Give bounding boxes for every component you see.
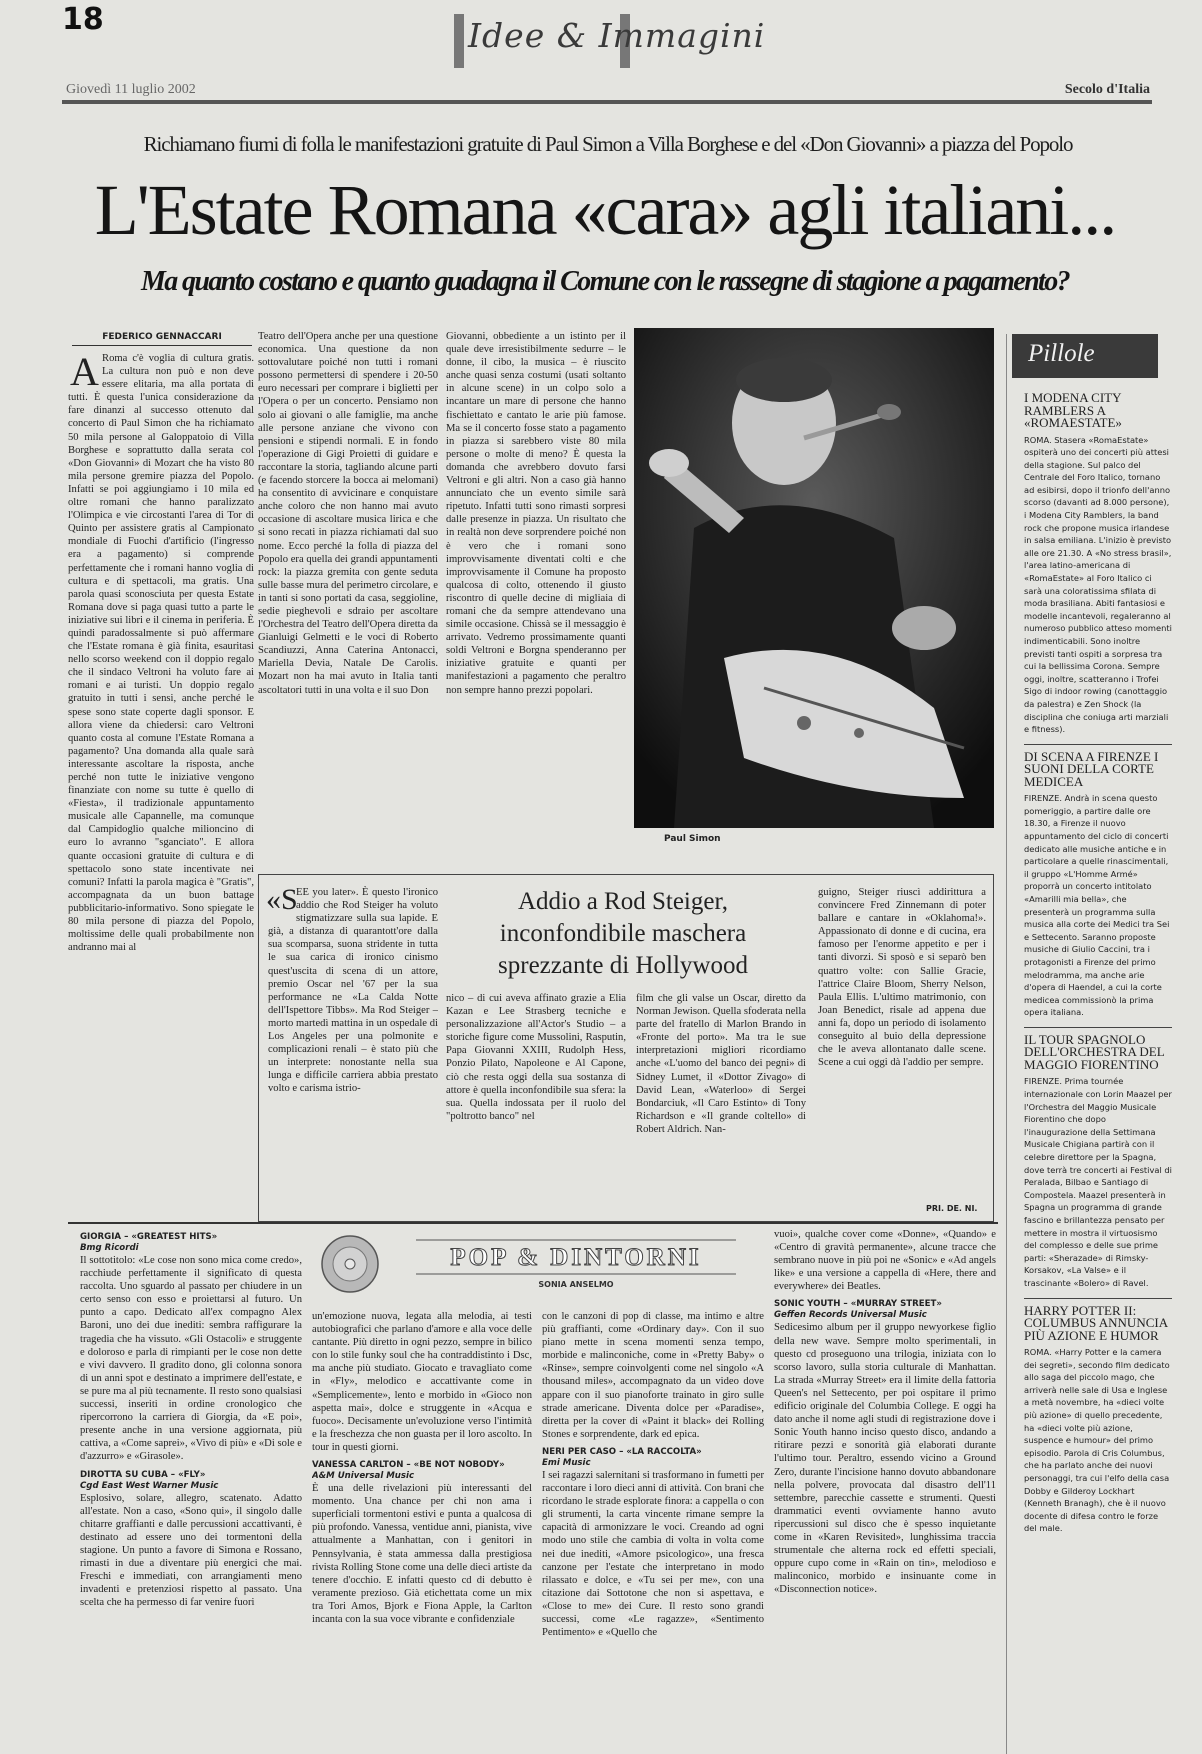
obituary-signature: PRI. DE. NI. xyxy=(926,1204,978,1213)
article-text-3: Giovanni, obbediente a un istinto per il quale deve irresistibilmente sedurre – le donne, il cibo, la musica – è riuscito anche quasi senza costumi (usati soltanto in alcune scene) in un colpo solo a incantare un mare di persone che hanno fischiettato e cantato le arie più famose. Ma se il concerto fosse stato a pagamento in piazza si sarebbero viste 80 mila persone o molte di meno? È questa la domanda che avrebbero dovuto farsi Veltroni e gli altri. Non a caso già hanno annunciato che un evento simile sarà ripetuto. Infatti tutti sono rimasti sorpresi dalle presenze in piazza. Un risultato che in realtà non deve sorprendere poiché non è vero che i romani sono improvvisamente diventati colti e che improvvisamente il Comune ha proposto qualcosa di colto, ottenendo il giusto riscontro di quelle decine di migliaia di romani che da sempre attendevano una simile occasione. Chissà se il messaggio è arrivato. Vedremo prossimamente quanti soldi Veltroni e Borgna spenderanno per iniziative gratuite e quanti per manifestazioni a pagamento che peraltro non sempre hanno prezzi popolari. xyxy=(446,331,626,696)
pillole-column xyxy=(1024,386,1172,1754)
pillole-item-text: ROMA. «Harry Potter e la camera dei segreti», secondo film dedicato allo saga del piccolo mago, che arriverà nelle sale di Usa e Inglese a metà novembre, ha «dieci volte più azione» di quello precedente, ha «dieci volte più azione, suspence e humour» del primo episodio. Parola di Cris Columbus, che ha parlato anche dei nuovi personaggi, tra cui l'elfo della casa Dobby e Gilderoy Lockhart (Kenneth Branagh), che è il nuovo docente di difesa contro le forze del male. xyxy=(1024,1347,1170,1534)
review-text: Sedicesimo album per il gruppo newyorkese figlio della new wave. Sempre molto sperimentali, in questo cd proseguono una trilogia, iniziata con lo scorso lavoro, sulla storia culturale di Manhattan. La strada «Murray Street» era il limite della fattoria Queen's nel Settecento, per poi ospitare il primo edificio originale del Columbia College. E oggi ha dato anche il nome agli studi di registrazione dove i Sonic Youth hanno inciso questo disco, andando a ritirare pezzi e sonorità già elaborati durante l'ultimo tour. Peraltro, essendo vicino a Ground Zero, durante l'incisione hanno dovuto abbandonare nella polvere, provocata dal disastro dell'11 settembre, parecchie cassette e strumenti. Questi drammatici eventi ovviamente hanno avuto ripercussioni sul disco che è spesso inquietante come in «Karen Revisited», lunghissima traccia strumentale che alterna rock ed effetti speciali, oppure cupo come in «Rain on tin», melodioso e malinconico, morbido e insinuante come in «Disconnection notice». xyxy=(774,1322,996,1596)
pillole-item-headline: DI SCENA A FIRENZE I SUONI DELLA CORTE MEDICEA xyxy=(1024,748,1159,789)
pop-column-2 xyxy=(312,1310,532,1746)
pillole-item-1 xyxy=(1024,392,1172,736)
article-headline: L'Estate Romana «cara» agli italiani... xyxy=(94,170,1116,250)
review-text: Il sottotitolo: «Le cose non sono mica come credo», racchiude perfettamente il significato di questa raccolta. Uno sguardo al passato per chiudere in un certo senso con esso e proiettarsi al futuro. Un punto a capo. Dedicato all'ex compagno Alex Baroni, uno dei due inediti: sembra raffigurare la tragedia che ha vissuto. «Gli Ostacoli» e struggente e doloroso e parla di rimpianti per le cose non dette e vivi davvero. Il gradito dono, gli colonna sonora di un anni spot e destinato a imprimere dell'estate, e se pure ma al più tecnamente. Il resto sono qualsiasi successi, inseriti in ordine cronologico che ripercorrono la carriera di Giorgia, da «E poi», presente anche in una versione aggiornata, più cattiva, a «Come saprei», «Vivo di più» e «Di sole e d'azzurro» e «Girasole». xyxy=(80,1255,302,1463)
sidebar-divider xyxy=(1006,334,1007,1754)
article-kicker: Richiamano fiumi di folla le manifestazioni gratuite di Paul Simon a Villa Borghese e del «Don Giovanni» a piazza del Popolo xyxy=(143,132,1073,156)
section-title: Idee & Immagini xyxy=(468,16,766,55)
issue-date: Giovedì 11 luglio 2002 xyxy=(66,82,196,97)
review-text: È una delle rivelazioni più interessanti del momento. Una chance per chi non ama i superficiali tormentoni estivi e punta a qualcosa di più profondo. Vanessa, ventidue anni, pianista, vive attualmente a Manhattan, con i genitori in Pennsylvania, è stata ammessa dalla prestigiosa rivista Rolling Stone come una delle dieci artiste da tenere d'occhio. E infatti questo cd di debutto è veramente prezioso. Già etichettata come un mix tra Tori Amos, Bjork e Fiona Apple, la Carlton incanta con la sua voce vibrante e confidenziale xyxy=(312,1483,532,1625)
obituary-text-1: EE you later». È questo l'ironico addio che Rod Steiger ha voluto stigmatizzare sulla sua lapide. E già, a distanza di quarantott'ore dalla sua scomparsa, suona stridente in tutta le sua carica di ironico cinismo quest'uscita di scena di un attore, premio Oscar nel '67 per la sua performance ne «La Calda Notte dell'Ispettore Tibbs». Ma Rod Steiger – morto martedì mattina in un ospedale di Los Angeles per una polmonite e complicazioni renali – è stato più che un interprete: nonostante nella sua lunga e difficile carriera abbia prestato volto e carisma istrio- xyxy=(268,887,438,1095)
obituary-dropcap-space xyxy=(266,883,298,916)
review-title: SONIC YOUTH – «MURRAY STREET» xyxy=(774,1299,942,1310)
review-text: un'emozione nuova, legata alla melodia, ai testi autobiografici che parlano d'amore e alla voce delle cantante. Più diretto in ogni pezzo, sempre in bilico con lo stile funky soul che ha contraddistinto i Dsc, ma anche più studiato. Giocato e travagliato come in «Fly», melodico e accattivante come in «Semplicemente», lento e morbido in «Gioco non aspetta mai», dolce e struggente in «Acqua e fuoco». Decisamente un'evoluzione verso l'intimità e la freschezza che non guasta per il loro ascolto. In tour in questi giorni. xyxy=(312,1311,532,1453)
obituary-headline: Addio a Rod Steiger, inconfondibile maschera sprezzante di Hollywood xyxy=(498,888,748,979)
masthead-rule xyxy=(62,100,1152,104)
pillole-item-headline: HARRY POTTER II: COLUMBUS ANNUNCIA PIÙ AZIONE E HUMOR xyxy=(1024,1302,1168,1343)
review-title: GIORGIA – «GREATEST HITS» xyxy=(80,1232,218,1242)
pillole-item-text: ROMA. Stasera «RomaEstate» ospiterà uno dei concerti più attesi della stagione. Sul palco del Centrale del Foro Italico, tornano ad esibirsi, dopo il trionfo dell'anno scorso (davanti ad 8.000 persone), i Modena City Ramblers, la band rock che propone musica irlandese in salsa emiliana. L'inizio è previsto alle ore 21.30. A «No stress brasil», l'area latino-americana di «RomaEstate» al Foro Italico ci sarà una coloratissima sfilata di moda brasiliana. Abiti fantasiosi e modelle incantevoli, regaleranno al numeroso pubblico atteso momenti indimenticabili. Sono inoltre previsti tanti ospiti a sorpresa tra cui la bellissima Corona. Sempre oggi, inoltre, scatteranno i Trofei Sigo di indoor rowing (canottaggio da palestra) e Zen Shock (la disciplina che coniuga arti marziali e fitness). xyxy=(1024,434,1172,735)
article-text-1: Roma c'è voglia di cultura gratis. La cultura non può e non deve essere elitaria, ma alla portata di tutti. È questa l'unica considerazione da fare dinanzi al successo ottenuto dal concerto di Paul Simon che ha richiamato 50 mila persone al Galoppatoio di Villa Borghese e soprattutto dalla serata col «Don Giovanni» di Mozart che ha visto 80 mila persone gremire piazza del Popolo. Infatti se poi aggiungiamo i 10 mila ed oltre romani che hanno paralizzato l'Olimpica e vie circostanti l'area di Tor di Quinto per assistere gratis al Campionato mondiale di Fuochi d'artificio (l'ingresso era a pagamento) si comprende perfettamente che i romani hanno voglia di cultura e di spettacoli, ma gratis. Una parola quasi sconosciuta per questa Estate Romana dove si paga quasi tutto a parte le iniziative sui libri e il cinema in periferia. È quindi paradossalmente si può affermare che l'Estate romana è già finita, esauritasi nello scorso weekend con il doppio regalo che il sindaco Veltroni ha voluto fare ai romani e ai turisti. Un doppio regalo gratuito in tutti i sensi, anche perché le spese sono state coperte dagli sponsor. E allora viene da chiedersi: caro Veltroni quanto costa al comune l'Estate Romana a pagamento? Una domanda alla quale sarà interessante ascoltare la risposta, anche perché non tutte le iniziative vengono finanziate con nome su tutte è quello di «Fiesta», il tradizionale appuntamento musicale alle Capannelle, ma comunque dal Campidoglio qualche milioncino di euro lo avranno "sganciato". E allora quante occasioni gratuite di cultura e di spettacolo sono state incentivate nei comuni? Infatti la parola magica è "Gratis", accompagnata da un buon battage pubblicitario-informativo. Sono spiegate le 80 mila persone di piazza del Popolo, moltissime delle quali probabilmente non andranno mai al xyxy=(68,353,254,954)
obituary-column-2 xyxy=(446,992,626,1216)
pillole-item-4 xyxy=(1024,1298,1172,1535)
pop-column-1 xyxy=(80,1226,302,1746)
review-label: Emi Music xyxy=(542,1457,591,1468)
pillole-item-2 xyxy=(1024,744,1172,1019)
review-label: Bmg Ricordi xyxy=(80,1243,139,1253)
byline-rule xyxy=(72,345,252,346)
article-subheadline: Ma quanto costano e quanto guadagna il Comune con le rassegne di stagione a pagamento? xyxy=(140,266,1070,297)
section-logo xyxy=(452,6,812,76)
review-text: con le canzoni di pop di classe, ma intimo e altre più graffianti, come «Ordinary day». Con il suo piano mette in scena momenti senza tempo, morbide e malinconiche, come in «Pretty Baby» o «Rinse», sempre coinvolgenti come nel singolo «A thousand miles», accompagnato da un video dove appare con il suo pianoforte trainato in giro sulle strade americane. Diventa dolce per «Paradise», diretta per la cover di «Paint it black» dei Rolling Stones e sorprendente, dark ed epica. xyxy=(542,1311,764,1440)
pop-column-3 xyxy=(542,1310,764,1746)
photo-caption: Paul Simon xyxy=(664,834,721,844)
obituary-dropcap: «S xyxy=(266,883,298,916)
review-title: VANESSA CARLTON – «BE NOT NOBODY» xyxy=(312,1460,505,1471)
obituary-column-1 xyxy=(266,883,438,1211)
pillole-item-headline: I MODENA CITY RAMBLERS A «ROMAESTATE» xyxy=(1024,390,1122,430)
article-column-2 xyxy=(258,330,438,870)
pop-header xyxy=(316,1232,756,1296)
article-column-1 xyxy=(68,349,254,1215)
obituary-column-3 xyxy=(636,992,806,1216)
pop-top-rule xyxy=(68,1222,998,1224)
pop-byline: SONIA ANSELMO xyxy=(538,1280,614,1289)
obituary-column-4 xyxy=(818,886,986,1202)
pillole-item-text: FIRENZE. Prima tournée internazionale con Lorin Maazel per l'Orchestra del Maggio Musicale Fiorentino che dopo l'inaugurazione della Settimana Musicale Chigiana partirà con il celebre direttore per la Spagna, dove terrà tre concerti ai Festival di Peralada, Bilbao e Santiago di Compostela. Maazel presenterà in Spagna un programma di grande fascino e brillantezza pensato per mettere in mostra il virtuosismo del complesso e delle sue prime parti: «Sherazade» di Rimsky-Korsakov, «La Valse» e il trascinante «Bolero» di Ravel. xyxy=(1024,1076,1172,1288)
review-label: Cgd East West Warner Music xyxy=(80,1480,219,1491)
pillole-item-headline: IL TOUR SPAGNOLO DELL'ORCHESTRA DEL MAGGIO FIORENTINO xyxy=(1024,1031,1165,1072)
review-text: Esplosivo, solare, allegro, scatenato. Adatto all'estate. Non a caso, «Sono qui», il singolo dalle chitarre graffianti e dalle percussioni accattivanti, è destinato ad essere uno dei tormentoni della stagione. Un punto a favore di Simona e Rossano, rimasti in due a diventare più energici che mai. Freschi e immediati, con arrangiamenti meno invadenti e pretenziosi rispetto al passato. Una scelta che ha permesso di far venire fuori xyxy=(80,1492,302,1609)
review-text: vuoi», qualche cover come «Donne», «Quando» e «Centro di gravità permanente», alcune tracce che sembrano nuove in più poi ne «Sonic» e «Ad angels like» e una versione a cappella di «Here, there and everywhere» dei Beatles. xyxy=(774,1229,996,1293)
article-byline: FEDERICO GENNACCARI xyxy=(102,332,222,342)
newspaper-name: Secolo d'Italia xyxy=(1064,82,1150,97)
page-number: 18 xyxy=(62,2,104,37)
pop-column-4 xyxy=(774,1228,996,1746)
paul-simon-photo-graphic xyxy=(634,328,994,828)
article-column-3 xyxy=(446,330,626,870)
pop-title: POP & DINTORNI xyxy=(450,1244,702,1271)
article-dropcap: A xyxy=(70,349,99,394)
review-title: DIROTTA SU CUBA – «FLY» xyxy=(80,1469,206,1480)
obituary-text-4: guigno, Steiger riuscì addirittura a convincere Fred Zinnemann di poter ballare e cantare in «Oklahoma!». Appassionato di donne e di cucina, era famoso per l'enorme appetito e per i tanti divorzi. Si sposò e si separò ben quattro volte: con Sallie Gracie, l'attrice Claire Bloom, Sherry Nelson, Paula Ellis. L'ultimo matrimonio, con Joan Benedict, risale ad appena due anni fa, dopo un periodo di isolamento conseguito al buio della depressione che le aveva allontanato dalle scene. Scene a cui oggi dà l'addio per sempre. xyxy=(818,887,986,1069)
obituary-text-3: film che gli valse un Oscar, diretto da Norman Jewison. Quella sfoderata nella parte del fratello di Marlon Brando in «Fronte del porto». Ma tra le sue interpretazioni migliori ricordiamo anche «L'uomo del banco dei pegni» di Sidney Lumet, il «Dottor Zivago» di David Lean, «Waterloo» di Sergei Bondarciuk, «Il Caro Estinto» di Tony Richardson e «Il grande coltello» di Robert Aldrich. Nan- xyxy=(636,993,806,1135)
review-label: A&M Universal Music xyxy=(312,1471,415,1482)
review-label: Geffen Records Universal Music xyxy=(774,1310,927,1321)
article-text-2: Teatro dell'Opera anche per una questione economica. Una questione da non sottovalutare poiché non tutti i romani possono permettersi di spendere i 20-50 euro necessari per comprare i biglietti per l'Opera o per un concerto. Pensiamo non solo ai giovani o alle famiglie, ma anche alle persone anziane che vivono con pensioni e stipendi normali. E in fondo l'operazione di Gigi Proietti di guidare e raccontare la storia, tagliando alcune parti (e facendo storcere la bocca ai melomani) ha consentito di avvicinare e conquistare anche coloro che non hanno mai avuto occasione di ascoltare musica lirica e che si sono recati in piazza richiamati dal suo nome. Ecco perché la folla di piazza del Popolo era quella dei grandi appuntamenti rock: la piazza gremita con gente seduta sulle basse mura del perimetro circolare, e in tanti si sono portati da casa, seggioline, sedie pieghevoli e sdraio per ascoltare l'Orchestra del Teatro dell'Opera diretta da Gianluigi Gelmetti e le voci di Roberto Scandiuzzi, Anna Caterina Antonacci, Mariella Devia, Natale De Carolis. Mozart non ha mai avuto in Italia tanti ascoltatori tutti in una volta e il suo Don xyxy=(258,331,438,696)
pillole-item-3 xyxy=(1024,1027,1172,1290)
pillole-title: Pillole xyxy=(1028,340,1095,367)
concert-photo xyxy=(634,328,994,828)
obituary-text-2: nico – di cui aveva affinato grazie a Elia Kazan e Lee Strasberg tecniche e personalizzazione all'Actor's Studio – a storiche figure come Mussolini, Rasputin, Papa Giovanni XXIII, Rudolph Hess, Ponzio Pilato, Napoleone e Al Capone, ciò che resta oggi della sua sostanza di attore è quella inconfondibile sua sfera: la sua. Quella indossata per il ruolo del "poltrotto banco" nel xyxy=(446,993,626,1122)
review-text: I sei ragazzi salernitani si trasformano in fumetti per raccontare i loro dieci anni di attività. Con brani che ricordano le strade esplorate finora: a cappella o con gli strumenti, la carta vincente rimane sempre la capacità di armonizzare le voci. Creando ad ogni modo uno stile che cambia di volta in volta come nei due inediti, «Amore psicologico», una fresca canzone per l'estate che interpretano in modo rilassato e dolce, e «Tu sei per me», con una citazione dai Sottotone che non si aspettava, e «Close to me» dei Cure. Il resto sono grandi successi, come «Le ragazze», «Sentimento Pentimento» e «Quello che xyxy=(542,1469,764,1639)
pillole-header xyxy=(1012,334,1158,378)
dropcap-space xyxy=(68,349,102,394)
pillole-item-text: FIRENZE. Andrà in scena questo pomeriggio, a partire dalle ore 18.30, a Firenze il nuovo appuntamento del ciclo di concerti dedicato alle musiche antiche e in particolare a quelle rinascimentali, il gruppo «L'Homme Armé» proporrà un concerto intitolato «Amarilli mia bella», che presenterà un programma sulla musica alla corte dei Medici tra Sei e Settecento. Saranno proposte musiche di Giulio Caccini, tra i protagonisti a Firenze del primo melodramma, ma anche arie d'opera di Haendel, a cui la corte medicea commissionò la prima opera italiana. xyxy=(1024,793,1170,1018)
review-title: NERI PER CASO – «LA RACCOLTA» xyxy=(542,1446,702,1457)
